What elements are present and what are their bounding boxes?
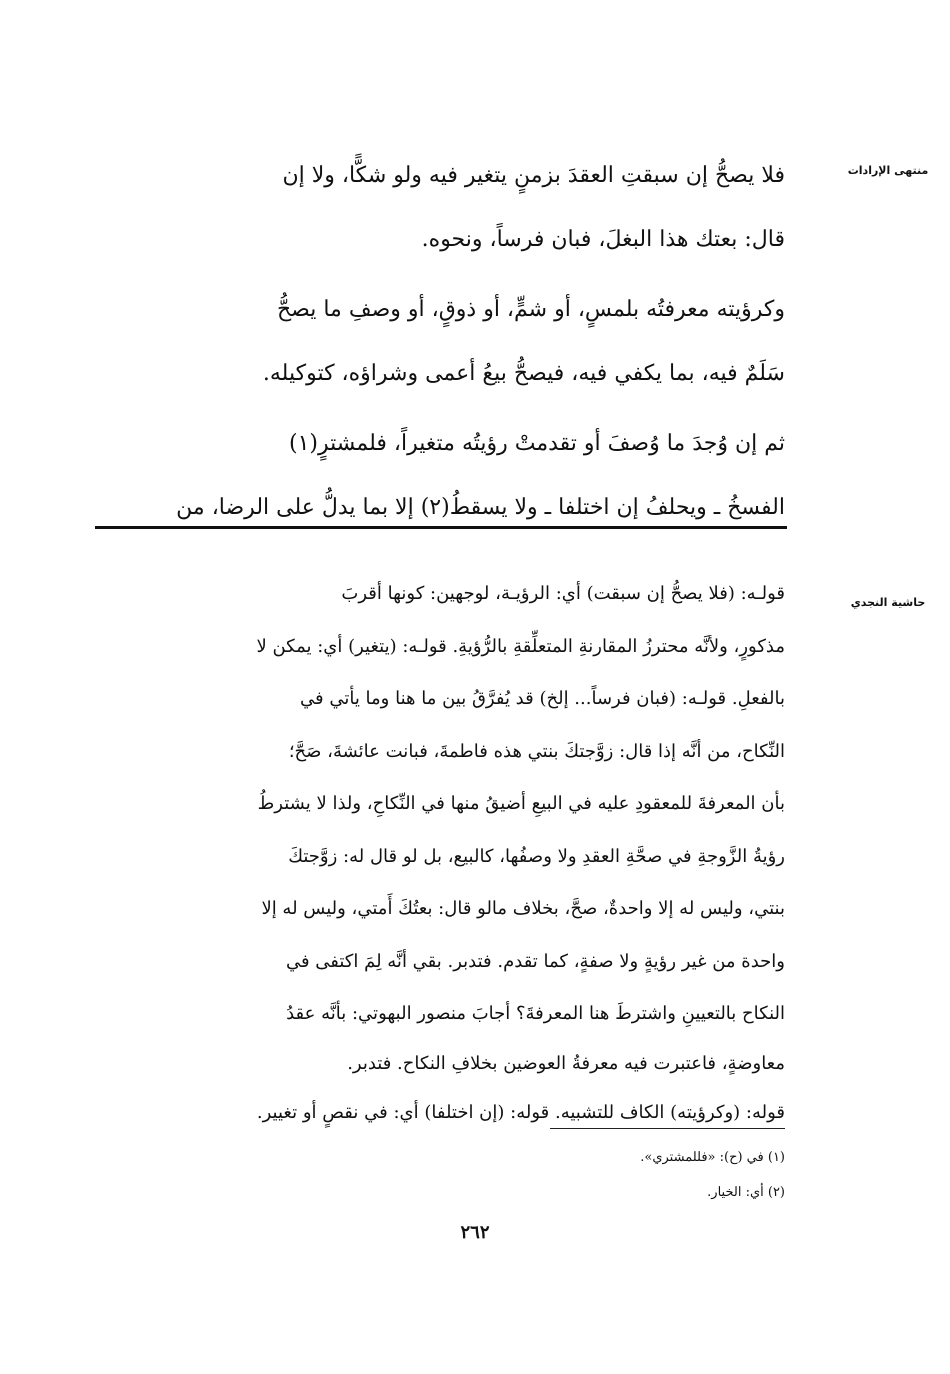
main-text-line: قال: بعتك هذا البغلَ، فبان فرساً، ونحوه. <box>421 227 785 252</box>
main-text-line: فلا يصحُّ إن سبقتِ العقدَ بزمنٍ يتغير فيه ولو شكًّا، ولا إن <box>282 163 785 188</box>
commentary-line: واحدة من غير رؤيةٍ ولا صفةٍ، كما تقدم. فتدبر. بقي أنَّه لِمَ اكتفى في <box>285 950 785 972</box>
commentary-line: بأن المعرفةَ للمعقودِ عليه في البيعِ أضيقُ منها في النِّكاحِ، ولذا لا يشترطُ <box>257 793 785 814</box>
commentary-line: رؤيةُ الزَّوجةِ في صحَّةِ العقدِ ولا وصفُها، كالبيع، بل لو قال له: زوَّجتكَ <box>288 845 785 867</box>
commentary-line: النِّكاح، من أنَّه إذا قال: زوَّجتكَ بنتي هذه فاطمةَ، فبانت عائشةَ، صَحَّ؛ <box>288 740 785 762</box>
page-number: ٢٦٢ <box>460 1222 490 1243</box>
commentary-line: بنتي، وليس له إلا واحدةٌ، صحَّ، بخلاف مالو قال: بعتُكَ أَمتي، وليس له إلا <box>261 898 785 919</box>
margin-label-commentary: حاشية النجدي <box>850 596 926 609</box>
footnote-1: (١) في (ح): «فللمشتري». <box>640 1150 785 1165</box>
footnote-2: (٢) أي: الخيار. <box>707 1185 785 1200</box>
section-divider <box>95 526 787 529</box>
commentary-text-block <box>95 568 785 1139</box>
main-text-line: سَلَمٌ فيه، بما يكفي فيه، فيصحُّ بيعُ أعمى وشراؤه، كتوكيله. <box>262 361 785 386</box>
footnote-divider <box>550 1128 785 1129</box>
commentary-line: مذكورٍ، ولأنَّه محترزُ المقارنةِ المتعلِّقةِ بالرُّؤيةِ. قولـه: (يتغير) أي: يمكن لا <box>256 635 785 657</box>
main-text-line: ثم إن وُجدَ ما وُصفَ أو تقدمتْ رؤيتُه متغيراً، فلمشترٍ(١) <box>289 431 785 456</box>
margin-label-main: منتهى الإرادات <box>847 164 929 177</box>
main-text-line: الفسخُ ـ ويحلفُ إن اختلفا ـ ولا يسقطُ(٢) إلا بما يدلُّ على الرضا، من <box>176 495 785 520</box>
commentary-line: قولـه: (فلا يصحُّ إن سبقت) أي: الرؤيـة، لوجهين: كونها أقربَ <box>341 583 785 604</box>
main-text-line: وكرؤيته معرفتُه بلمسٍ، أو شمٍّ، أو ذوقٍ، أو وصفِ ما يصحُّ <box>276 297 785 322</box>
main-text-block <box>95 144 785 540</box>
commentary-line: النكاح بالتعيينِ واشترطَ هنا المعرفةَ؟ أجابَ منصور البهوتي: بأنَّه عقدُ <box>286 1003 785 1024</box>
commentary-line: معاوضةٍ، فاعتبرت فيه معرفةُ العوضين بخلافِ النكاح. فتدبر. <box>347 1052 785 1074</box>
commentary-line: قوله: (وكرؤيته) الكاف للتشبيه. قوله: (إن اختلفا) أي: في نقصٍ أو تغيير. <box>256 1101 785 1123</box>
commentary-line: بالفعلِ. قولـه: (فبان فرساً... إلخ) قد يُفرَّقُ بين ما هنا وما يأتي في <box>300 688 785 709</box>
